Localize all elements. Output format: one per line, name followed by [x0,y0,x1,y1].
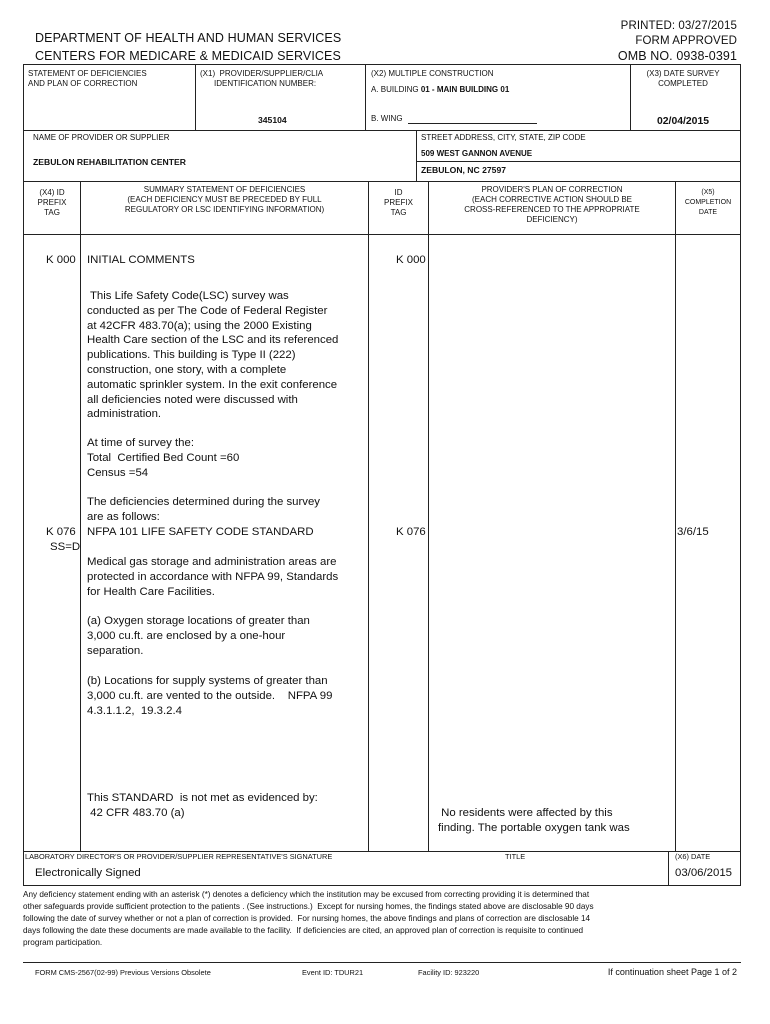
oxygen-storage-paragraph: (a) Oxygen storage locations of greater than 3,000 cu.ft. are enclosed by a one-hour separation. [87,615,310,657]
wing-field: B. WING [371,114,403,123]
form-approved: FORM APPROVED [635,35,737,47]
x2-label: (X2) MULTIPLE CONSTRUCTION [371,69,494,78]
street-address: 509 WEST GANNON AVENUE [421,149,533,158]
statement-label: STATEMENT OF DEFICIENCIES AND PLAN OF CORRECTION [28,69,147,88]
plan-header: PROVIDER'S PLAN OF CORRECTION (EACH CORRECTIVE ACTION SHOULD BE CROSS-REFERENCED TO THE APPROPRIATE DEFICIENCY) [464,185,640,224]
facility-id: Facility ID: 923220 [418,968,480,977]
x5-header: (X5) COMPLETION DATE [684,189,732,216]
survey-completed-date: 02/04/2015 [657,116,710,127]
tag-k000-right: K 000 [396,254,426,266]
department-name: DEPARTMENT OF HEALTH AND HUMAN SERVICES [35,31,342,45]
provider-id-number: 345104 [258,115,287,125]
tag-k076-right: K 076 [396,526,426,538]
signature-label: LABORATORY DIRECTOR'S OR PROVIDER/SUPPLIER REPRESENTATIVE'S SIGNATURE [25,852,333,861]
city-state-zip: ZEBULON, NC 27597 [421,165,507,175]
building-field: A. BUILDING 01 - MAIN BUILDING 01 [371,85,510,94]
tag-k000: K 000 [46,254,76,266]
omb-number: OMB NO. 0938-0391 [617,49,737,63]
supply-systems-paragraph: (b) Locations for supply systems of greater than 3,000 cu.ft. are vented to the outside. NFPA 99 4.3.1.1.2, 19.3.2.4 [87,675,333,717]
page-indicator: If continuation sheet Page 1 of 2 [607,967,737,977]
title-label: TITLE [505,852,526,861]
x4-header: (X4) ID PREFIX TAG [37,188,67,217]
tag-k076: K 076 [46,526,76,538]
not-met-paragraph: This STANDARD is not met as evidenced by: 42 CFR 483.70 (a) [87,792,318,819]
form-number: FORM CMS-2567(02-99) Previous Versions Obsolete [35,968,211,977]
event-id: Event ID: TDUR21 [302,968,364,977]
signature-date-label: (X6) DATE [675,852,711,861]
address-label: STREET ADDRESS, CITY, STATE, ZIP CODE [421,133,586,142]
standard-heading: NFPA 101 LIFE SAFETY CODE STANDARD [87,526,314,538]
agency-name: CENTERS FOR MEDICARE & MEDICAID SERVICES [35,49,341,63]
summary-header: SUMMARY STATEMENT OF DEFICIENCIES (EACH DEFICIENCY MUST BE PRECEDED BY FULL REGULATORY OR LSC IDENTIFYING INFORMATION) [124,185,325,214]
initial-comments-heading: INITIAL COMMENTS [87,254,195,266]
disclaimer-paragraph: Any deficiency statement ending with an asterisk (*) denotes a deficiency which the institution may be excused from correcting providing it is determined that other safeguards provide sufficient protection to the patients . (See instructions.) Except for nursing homes, the findings stated above are disclosable 90 days following the date of survey whether or not a plan of correction is provided. For nursing homes, the above findings and plans of correction are disclosable 14 days following the date these documents are made available to the facility. If deficiencies are cited, an approved plan of correction is requisite to continued program participation. [23,890,594,947]
deficiencies-intro: The deficiencies determined during the survey are as follows: [87,496,321,523]
survey-intro-paragraph: This Life Safety Code(LSC) survey was conducted as per The Code of Federal Register at 42CFR 483.70(a); using the 2000 Existing Health Care section of the LSC and its referenced publications. This building is Type II (222) construction, one story, with a complete automatic sprinkler system. In the exit conference all deficiencies noted were discussed with administration. [87,290,339,421]
x1-label: (X1) PROVIDER/SUPPLIER/CLIA IDENTIFICATION NUMBER: [200,69,324,88]
signature-date: 03/06/2015 [675,867,733,879]
plan-of-correction-text: No residents were affected by this finding. The portable oxygen tank was [438,807,630,834]
id-prefix-header: ID PREFIX TAG [384,188,413,217]
x3-label: (X3) DATE SURVEY COMPLETED [646,69,720,88]
medical-gas-paragraph: Medical gas storage and administration areas are protected in accordance with NFPA 99, Standards for Health Care Facilities. [87,556,339,598]
signature-value: Electronically Signed [35,867,141,879]
completion-date: 3/6/15 [677,526,709,538]
scope-severity: SS=D [50,541,81,553]
provider-name: ZEBULON REHABILITATION CENTER [33,157,186,167]
provider-name-label: NAME OF PROVIDER OR SUPPLIER [33,133,170,142]
printed-date: PRINTED: 03/27/2015 [620,20,737,32]
census-paragraph: At time of survey the: Total Certified Bed Count =60 Census =54 [87,437,240,479]
